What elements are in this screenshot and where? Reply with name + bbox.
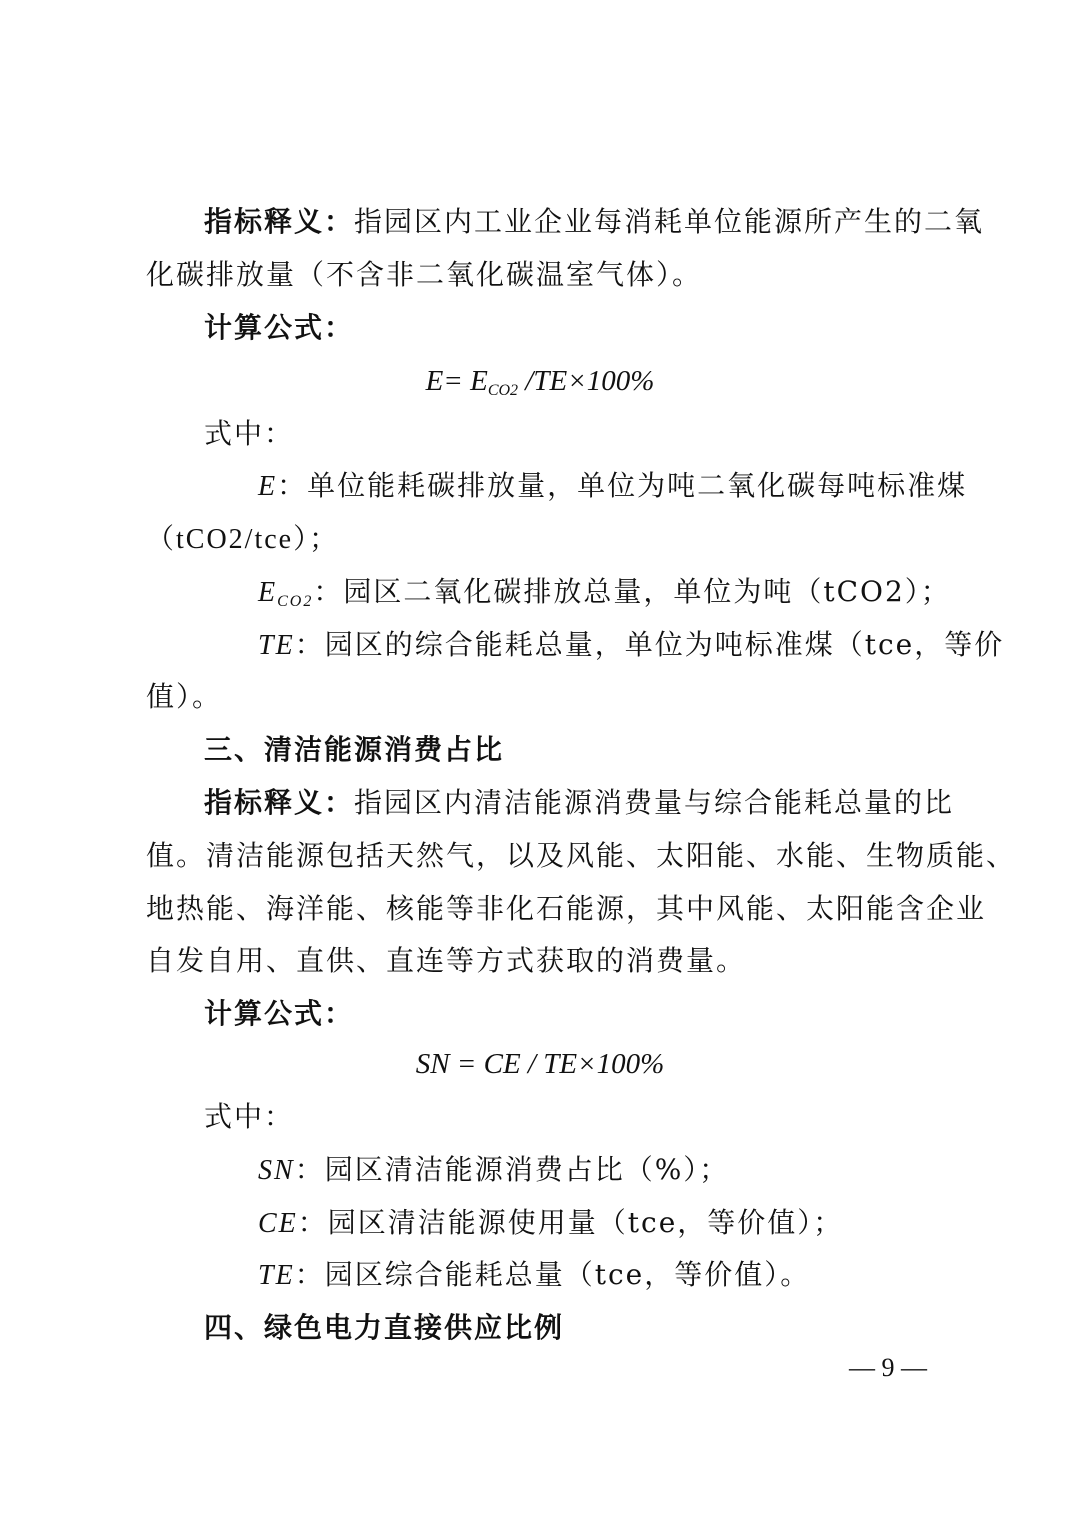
definition-paragraph-line-1 xyxy=(204,202,984,242)
section-heading-clean-energy: 三、清洁能源消费占比 xyxy=(204,733,505,766)
definition-paragraph-line-2: 化碳排放量（不含非二氧化碳温室气体）。 xyxy=(146,258,703,291)
clean-energy-formula: SN = CE / TE×100% xyxy=(415,1048,665,1080)
var-ce-symbol: CE xyxy=(258,1208,298,1239)
section-heading-green-power: 四、绿色电力直接供应比例 xyxy=(204,1311,565,1344)
var-sn-symbol: SN xyxy=(258,1155,295,1186)
clean-definition-line-1 xyxy=(204,783,954,823)
formula-rhs: /TE×100% xyxy=(518,365,655,397)
var-te2-line xyxy=(258,1255,810,1296)
var-te-line xyxy=(258,625,1004,666)
var-e-symbol: E xyxy=(258,471,278,502)
var-eco2-symbol: E xyxy=(258,577,278,608)
clean-definition-line-4: 自发自用、直供、直连等方式获取的消费量。 xyxy=(146,944,747,977)
where-label: 式中： xyxy=(204,417,295,450)
var-e-unit: （tCO2/tce）； xyxy=(146,524,340,555)
var-sn-description: ：园区清洁能源消费占比（%）； xyxy=(294,1153,730,1186)
var-eco2-line xyxy=(258,572,951,622)
var-te-description: ：园区的综合能耗总量，单位为吨标准煤（tce，等价 xyxy=(294,628,1005,661)
var-eco2-subscript: CO2 xyxy=(277,593,314,610)
calc-formula-label: 计算公式： xyxy=(204,311,355,344)
var-te-continuation: 值）。 xyxy=(146,680,223,713)
clean-calc-formula-label: 计算公式： xyxy=(204,997,355,1030)
definition-label: 指标释义： xyxy=(204,205,355,238)
formula-lhs: E= E xyxy=(425,365,488,397)
var-te2-description: ：园区综合能耗总量（tce，等价值）。 xyxy=(294,1258,811,1291)
var-eco2-description: ：园区二氧化碳排放总量，单位为吨（tCO2）； xyxy=(313,575,951,608)
page-number: — 9 — xyxy=(849,1353,927,1382)
clean-definition-label: 指标释义： xyxy=(204,786,355,819)
var-te2-symbol: TE xyxy=(258,1260,295,1291)
var-ce-description: ：园区清洁能源使用量（tce，等价值）； xyxy=(297,1206,844,1239)
var-e-line xyxy=(258,466,967,507)
clean-definition-line-2: 值。清洁能源包括天然气，以及风能、太阳能、水能、生物质能、 xyxy=(146,839,1017,872)
clean-definition-text: 指园区内清洁能源消费量与综合能耗总量的比 xyxy=(354,786,955,819)
formula-subscript: CO2 xyxy=(487,382,519,399)
clean-where-label: 式中： xyxy=(204,1100,295,1133)
carbon-intensity-formula xyxy=(0,361,1080,411)
var-te-symbol: TE xyxy=(258,630,295,661)
var-sn-line xyxy=(258,1150,729,1191)
var-e-description: ：单位能耗碳排放量，单位为吨二氧化碳每吨标准煤 xyxy=(277,469,968,502)
definition-text: 指园区内工业企业每消耗单位能源所产生的二氧 xyxy=(354,205,985,238)
var-ce-line xyxy=(258,1203,843,1244)
clean-definition-line-3: 地热能、海洋能、核能等非化石能源，其中风能、太阳能含企业 xyxy=(146,892,987,925)
